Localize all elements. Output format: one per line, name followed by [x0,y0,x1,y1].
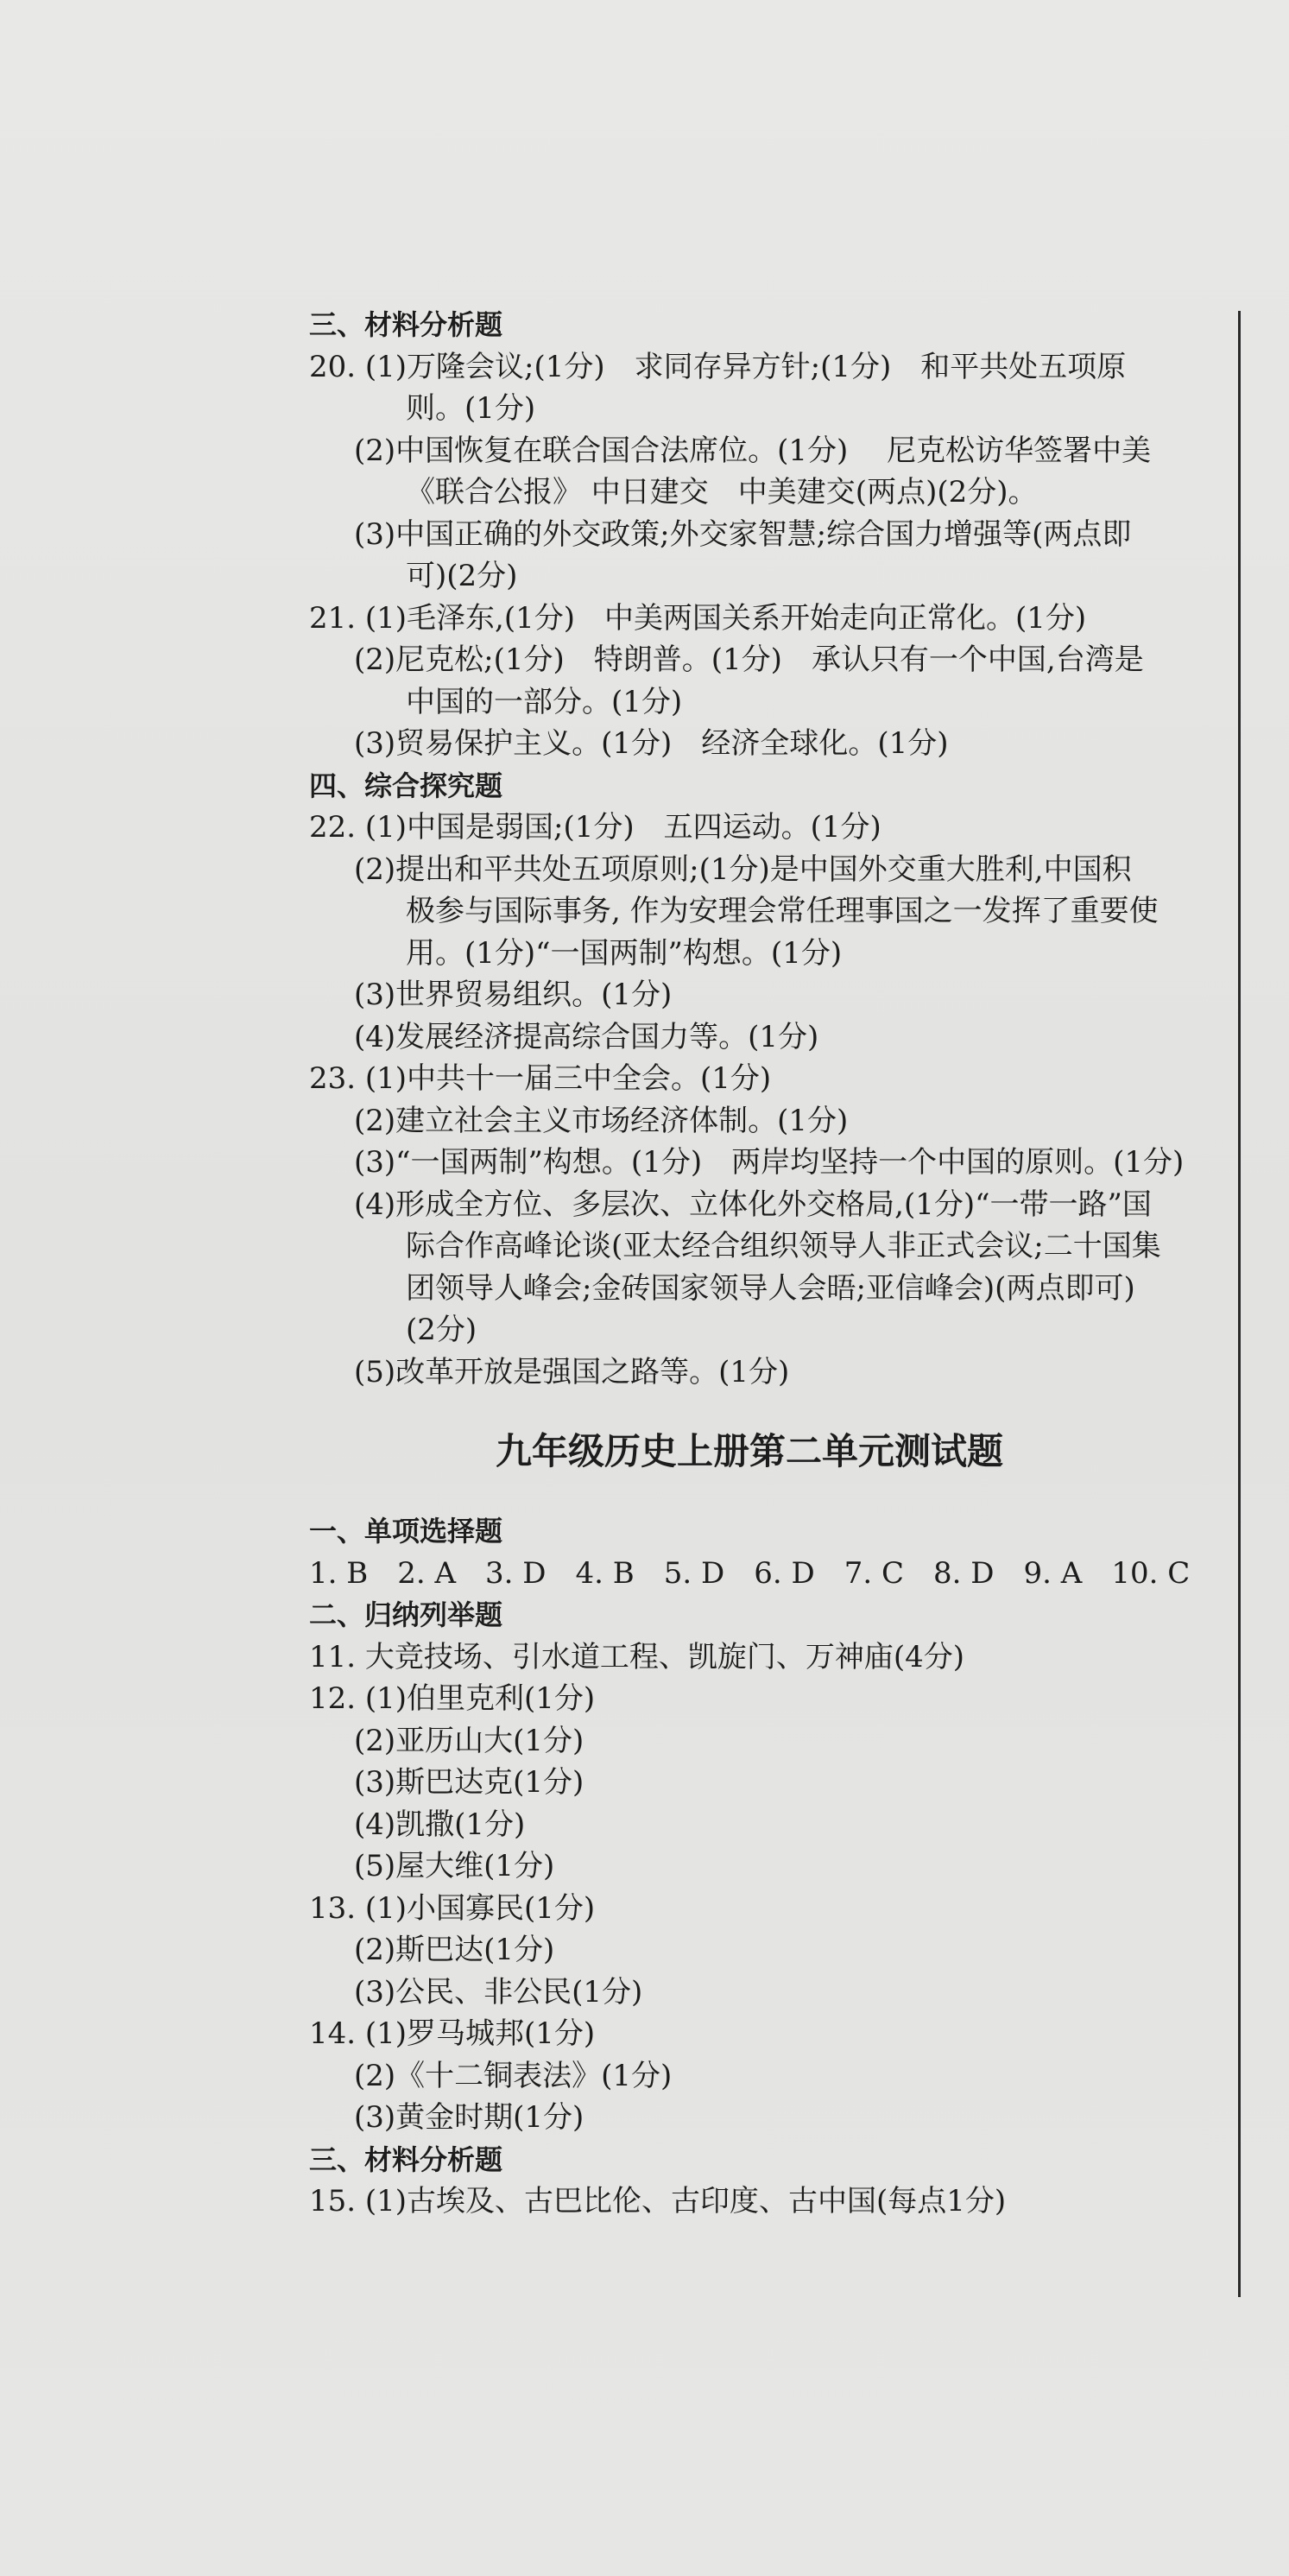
answer-content [309,304,1224,2223]
q23-line-1: 23. (1)中共十一届三中全会。(1分) [309,1061,772,1096]
q12-line-2: (2)亚历山大(1分) [354,1723,584,1758]
q20-line-5: (3)中国正确的外交政策;外交家智慧;综合国力增强等(两点即 [354,516,1132,552]
q22-line-4: 用。(1分)“一国两制”构想。(1分) [406,935,843,971]
q23-line-6: 团领导人峰会;金砖国家领导人会晤;亚信峰会)(两点即可) [406,1270,1135,1306]
q21-line-1: 21. (1)毛泽东,(1分) 中美两国关系开始走向正常化。(1分) [309,600,1087,636]
section-heading-multiple-choice: 一、单项选择题 [309,1515,503,1547]
section-heading-material-analysis-2: 三、材料分析题 [309,2142,503,2176]
q13-line-3: (3)公民、非公民(1分) [354,1974,643,2010]
q23-line-2: (2)建立社会主义市场经济体制。(1分) [354,1103,849,1138]
q13-line-2: (2)斯巴达(1分) [354,1933,555,1967]
section-heading-material-analysis: 三、材料分析题 [309,308,503,341]
right-border-line [1238,311,1241,2297]
q23-line-5: 际合作高峰论谈(亚太经合组织领导人非正式会议;二十国集 [406,1229,1161,1263]
q23-line-8: (5)改革开放是强国之路等。(1分) [354,1354,790,1389]
q23-line-3: (3)“一国两制”构想。(1分) 两岸均坚持一个中国的原则。(1分) [354,1145,1185,1180]
q21-line-4: (3)贸易保护主义。(1分) 经济全球化。(1分) [354,726,949,761]
q12-line-5: (5)屋大维(1分) [354,1849,555,1883]
section-heading-listing: 二、归纳列举题 [309,1598,503,1631]
q12-line-1: 12. (1)伯里克利(1分) [309,1681,596,1716]
multiple-choice-answers: 1. B 2. A 3. D 4. B 5. D 6. D 7. C 8. D 9. A 10. C [309,1555,1191,1591]
q15-line: 15. (1)古埃及、古巴比伦、古印度、古中国(每点1分) [309,2184,1007,2218]
q11-line: 11. 大竞技场、引水道工程、凯旋门、万神庙(4分) [309,1639,965,1674]
q21-line-3: 中国的一部分。(1分) [406,684,683,719]
unit-test-title: 九年级历史上册第二单元测试题 [495,1430,1003,1472]
q13-line-1: 13. (1)小国寡民(1分) [309,1890,596,1926]
q22-line-1: 22. (1)中国是弱国;(1分) 五四运动。(1分) [309,810,881,845]
q22-line-3: 极参与国际事务, 作为安理会常任理事国之一发挥了重要使 [406,894,1159,928]
q23-line-7: (2分) [406,1313,477,1347]
q22-line-2: (2)提出和平共处五项原则;(1分)是中国外交重大胜利,中国积 [354,851,1132,887]
section-heading-comprehensive: 四、综合探究题 [309,769,503,802]
q20-line-2: 则。(1分) [406,391,536,426]
q23-line-4: (4)形成全方位、多层次、立体化外交格局,(1分)“一带一路”国 [354,1187,1152,1222]
q12-line-3: (3)斯巴达克(1分) [354,1765,584,1800]
q20-line-1: 20. (1)万隆会议;(1分) 求同存异方针;(1分) 和平共处五项原 [309,349,1127,384]
q20-line-4: 《联合公报》 中日建交 中美建交(两点)(2分)。 [406,475,1038,510]
q20-line-6: 可)(2分) [406,559,518,593]
q12-line-4: (4)凯撒(1分) [354,1807,526,1842]
q21-line-2: (2)尼克松;(1分) 特朗普。(1分) 承认只有一个中国,台湾是 [354,642,1144,677]
q20-line-3: (2)中国恢复在联合国合法席位。(1分) 尼克松访华签署中美 [354,433,1152,468]
q14-line-2: (2)《十二铜表法》(1分) [354,2058,673,2093]
q14-line-3: (3)黄金时期(1分) [354,2100,584,2135]
q14-line-1: 14. (1)罗马城邦(1分) [309,2016,596,2051]
q22-line-5: (3)世界贸易组织。(1分) [354,978,673,1012]
q22-line-6: (4)发展经济提高综合国力等。(1分) [354,1019,819,1054]
